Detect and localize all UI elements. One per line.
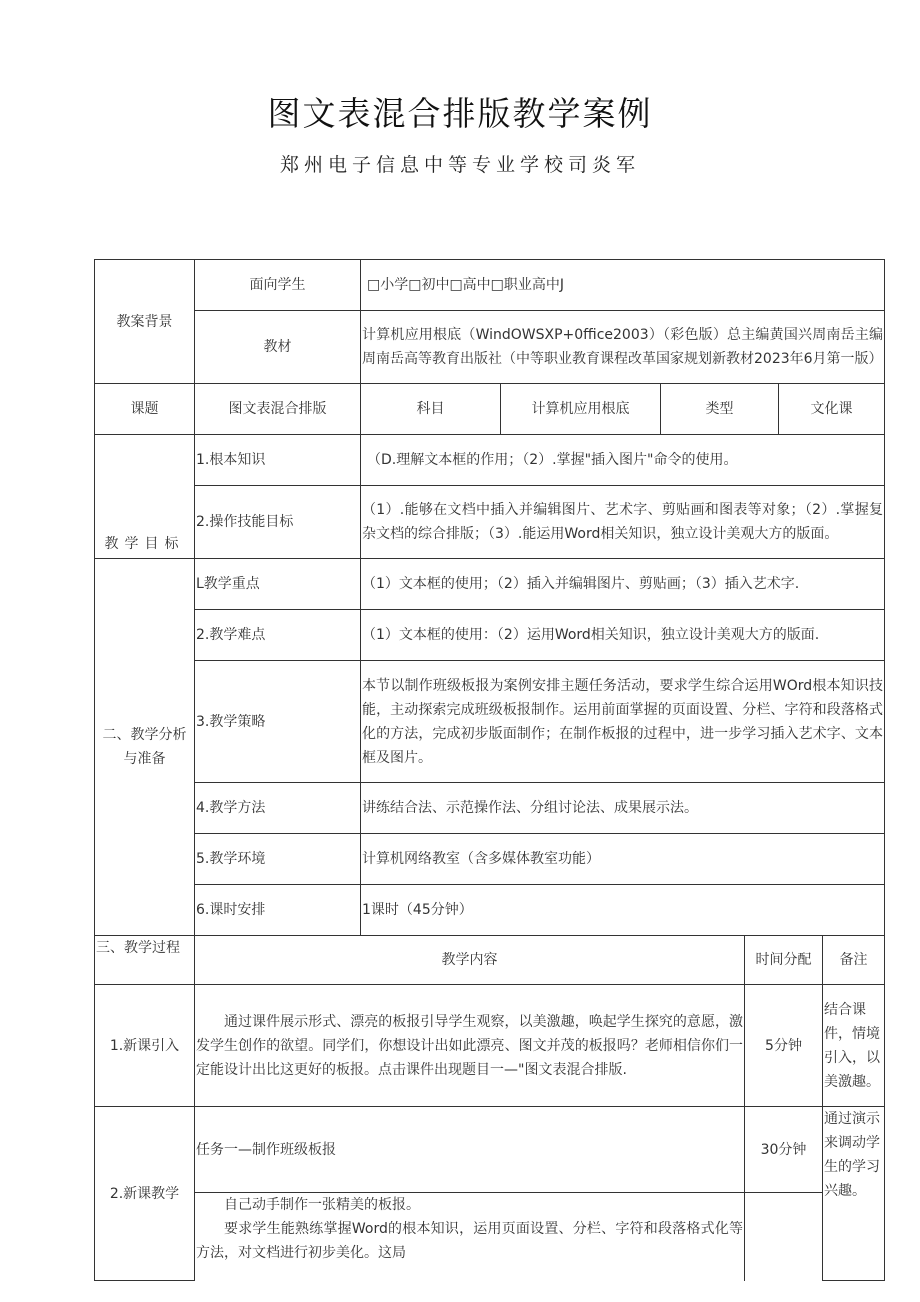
objectives-section-label: 教学目标: [95, 435, 195, 559]
step-task: 任务一—制作班级板报: [195, 1107, 745, 1193]
objective-label: 1.根本知识: [195, 435, 361, 486]
type-value: 文化课: [779, 384, 885, 435]
step-time-blank: [745, 1193, 823, 1281]
analysis-item-value: 讲练结合法、示范操作法、分组讨论法、成果展示法。: [361, 783, 885, 834]
step-detail: [195, 1193, 745, 1281]
step-detail-line: 自己动手制作一张精美的板报。: [224, 1197, 420, 1213]
process-time-header: 时间分配: [745, 936, 823, 985]
process-content-header: 教学内容: [195, 936, 745, 985]
step-time: 5分钟: [745, 985, 823, 1107]
analysis-item-label: 3.教学策略: [195, 661, 361, 783]
step-note: 结合课件，情境引入，以美激趣。: [823, 985, 885, 1107]
analysis-item-value: 计算机网络教室（含多媒体教室功能）: [361, 834, 885, 885]
step-label: 1.新课引入: [95, 985, 195, 1107]
subject-value: 计算机应用根底: [501, 384, 661, 435]
step-note: 通过演示来调动学生的学习兴趣。: [823, 1107, 885, 1281]
textbook-label: 教材: [195, 311, 361, 384]
topic-value: 图文表混合排版: [195, 384, 361, 435]
step-content: 通过课件展示形式、漂亮的板报引导学生观察，以美激趣，唤起学生探究的意愿，激发学生创作的欲望。同学们，你想设计出如此漂亮、图文并茂的板报吗？老师相信你们一定能设计出比这更好的板报。点击课件出现题目一—"图文表混合排版.: [195, 985, 745, 1107]
document-subtitle: 郑州电子信息中等专业学校司炎军: [279, 154, 640, 176]
analysis-item-value: 本节以制作班级板报为案例安排主题任务活动，要求学生综合运用WOrd根本知识技能，主动探索完成班级板报制作。运用前面掌握的页面设置、分栏、字符和段落格式化的方法，完成初步版面制作；在制作板报的过程中，进一步学习插入艺术字、文本框及图片。: [361, 661, 885, 783]
textbook-value: 计算机应用根底（WindOWSXP+0ffice2003）（彩色版）总主编黄国兴周南岳主编周南岳高等教育出版社（中等职业教育课程改革国家规划新教材2023年6月第一版）: [361, 311, 885, 384]
analysis-section-label: 二、教学分析与准备: [95, 559, 195, 936]
process-section-label: 三、教学过程: [95, 936, 195, 985]
type-label: 类型: [661, 384, 779, 435]
audience-label: 面向学生: [195, 260, 361, 311]
subject-label: 科目: [361, 384, 501, 435]
analysis-item-label: 6.课时安排: [195, 885, 361, 936]
topic-label: 课题: [95, 384, 195, 435]
audience-value: □小学□初中□高中□职业高中J: [361, 260, 885, 311]
analysis-item-value: 1课时（45分钟）: [361, 885, 885, 936]
lesson-plan-table: [94, 259, 885, 1281]
document-title: 图文表混合排版教学案例: [267, 94, 653, 133]
background-section-label: 教案背景: [95, 260, 195, 384]
objective-value: （1）.能够在文档中插入并编辑图片、艺术字、剪贴画和图表等对象；（2）.掌握复杂文档的综合排版；（3）.能运用Word相关知识，独立设计美观大方的版面。: [361, 486, 885, 559]
step-time: 30分钟: [745, 1107, 823, 1193]
objective-label: 2.操作技能目标: [195, 486, 361, 559]
process-note-header: 备注: [823, 936, 885, 985]
analysis-item-label: 2.教学难点: [195, 610, 361, 661]
analysis-item-label: L教学重点: [195, 559, 361, 610]
step-detail-line: 要求学生能熟练掌握Word的根本知识，运用页面设置、分栏、字符和段落格式化等方法，对文档进行初步美化。这局: [196, 1221, 743, 1261]
analysis-item-label: 5.教学环境: [195, 834, 361, 885]
analysis-item-value: （1）文本框的使用：（2）运用Word相关知识，独立设计美观大方的版面.: [361, 610, 885, 661]
objective-value: （D.理解文本框的作用；（2）.掌握"插入图片"命令的使用。: [361, 435, 885, 486]
analysis-item-label: 4.教学方法: [195, 783, 361, 834]
step-label: 2.新课教学: [95, 1107, 195, 1281]
analysis-item-value: （1）文本框的使用；（2）插入并编辑图片、剪贴画；（3）插入艺术字.: [361, 559, 885, 610]
